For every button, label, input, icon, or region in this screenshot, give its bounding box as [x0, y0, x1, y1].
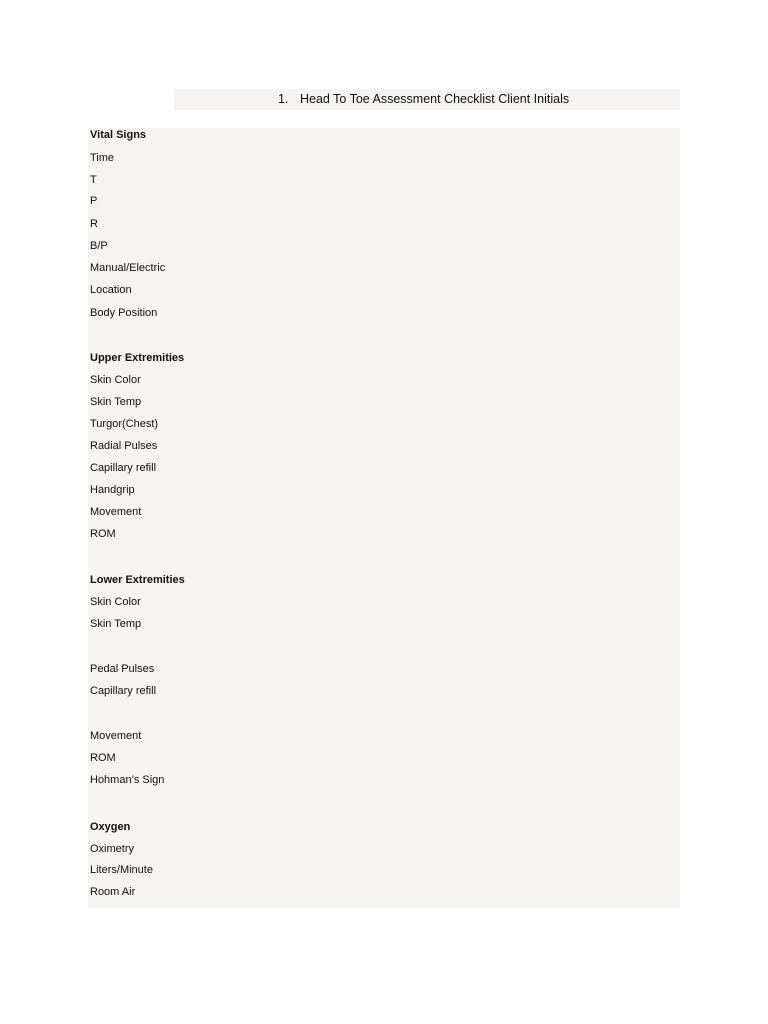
list-item: Liters/Minute: [90, 864, 153, 876]
section-header-oxygen: Oxygen: [90, 821, 131, 833]
list-item: Time: [90, 152, 115, 164]
list-item: Capillary refill: [90, 685, 157, 697]
page-title: Head To Toe Assessment Checklist Client Initials: [300, 92, 570, 106]
section-header-vital-signs: Vital Signs: [90, 129, 147, 141]
list-item: P: [90, 195, 98, 207]
list-item: Body Position: [90, 307, 158, 319]
list-item: Hohman’s Sign: [90, 774, 165, 786]
list-item: Skin Temp: [90, 396, 142, 408]
section-header-upper-extremities: Upper Extremities: [90, 352, 185, 364]
list-item: Movement: [90, 730, 142, 742]
list-item: B/P: [90, 240, 108, 252]
list-item: Location: [90, 284, 132, 296]
list-item: Manual/Electric: [90, 262, 166, 274]
list-item: R: [90, 218, 98, 230]
list-item: Pedal Pulses: [90, 663, 155, 675]
list-item: Handgrip: [90, 484, 135, 496]
list-item: Oximetry: [90, 843, 134, 855]
title-number: 1.: [278, 92, 289, 106]
list-item: Skin Color: [90, 596, 141, 608]
title-bar: [174, 89, 680, 110]
list-item: ROM: [90, 528, 116, 540]
list-item: Skin Color: [90, 374, 141, 386]
section-header-lower-extremities: Lower Extremities: [90, 574, 185, 586]
list-item: Movement: [90, 506, 142, 518]
list-item: Radial Pulses: [90, 440, 158, 452]
list-item: ROM: [90, 752, 116, 764]
list-item: Room Air: [90, 886, 136, 898]
list-item: Capillary refill: [90, 462, 157, 474]
list-item: Turgor(Chest): [90, 418, 159, 430]
checklist-table: [88, 128, 680, 908]
list-item: T: [90, 174, 97, 186]
list-item: Skin Temp: [90, 618, 142, 630]
